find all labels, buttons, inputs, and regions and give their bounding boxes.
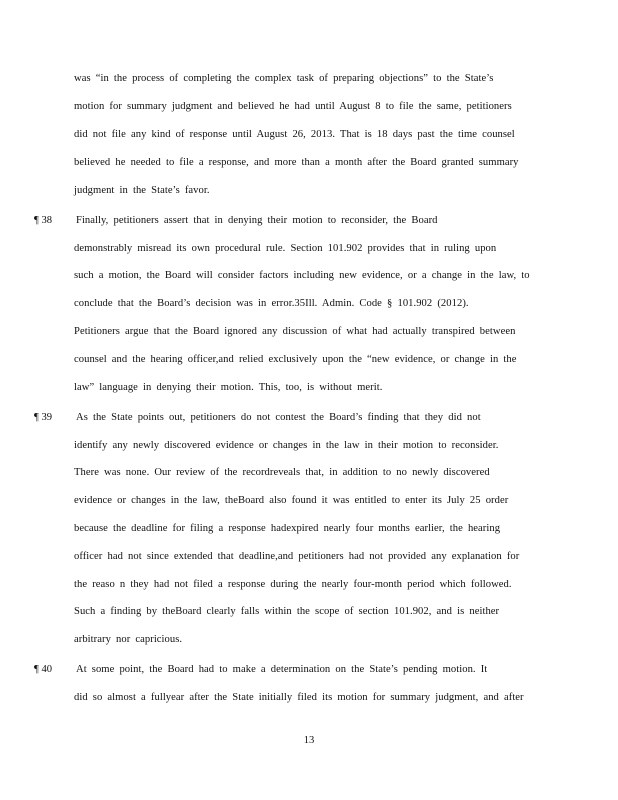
text-line: evidence or changes in the law, theBoard also found it was entitled to enter its July 25 order [74,495,509,506]
text-line: Petitioners argue that the Board ignored any discussion of what had actually transpired between [74,326,516,337]
page-number: 13 [303,735,315,746]
text-line: demonstrably misread its own procedural rule. Section 101.902 provides that in ruling upon [74,243,497,254]
text-line: officer had not since extended that deadline,and petitioners had not provided any explanation for [74,551,520,562]
text-line: because the deadline for filing a response hadexpired nearly four months earlier, the hearing [74,523,501,534]
text-line: motion for summary judgment and believed he had until August 8 to file the same, petitioners [74,101,512,112]
text-line: There was none. Our review of the recordreveals that, in addition to no newly discovered [74,467,490,478]
text-line: the reaso n they had not filed a response during the nearly four-month period which followed. [74,579,512,590]
text-line: such a motion, the Board will consider factors including new evidence, or a change in the law, to [74,270,530,281]
paragraph-mark: ¶ 39 [34,412,53,423]
text-line: At some point, the Board had to make a determination on the State’s pending motion. It [76,664,488,675]
text-line: counsel and the hearing officer,and relied exclusively upon the “new evidence, or change in the [74,354,517,365]
text-line: believed he needed to file a response, and more than a month after the Board granted summary [74,157,519,168]
text-line: judgment in the State’s favor. [74,185,210,196]
text-line: did so almost a fullyear after the State initially filed its motion for summary judgment, and after [74,692,524,703]
text-line: As the State points out, petitioners do not contest the Board’s finding that they did not [76,412,481,423]
text-line: Finally, petitioners assert that in denying their motion to reconsider, the Board [76,215,438,226]
text-line: did not file any kind of response until August 26, 2013. That is 18 days past the time counsel [74,129,515,140]
paragraph-mark: ¶ 38 [34,215,53,226]
paragraph-mark: ¶ 40 [34,664,53,675]
text-line: conclude that the Board’s decision was in error.35Ill. Admin. Code § 101.902 (2012). [74,298,469,309]
text-line: arbitrary nor capricious. [74,634,183,645]
text-line: law” language in denying their motion. This, too, is without merit. [74,382,383,393]
text-line: was “in the process of completing the complex task of preparing objections” to the State’s [74,73,494,84]
text-line: identify any newly discovered evidence or changes in the law in their motion to reconsider. [74,440,499,451]
text-line: Such a finding by theBoard clearly falls within the scope of section 101.902, and is neither [74,606,500,617]
